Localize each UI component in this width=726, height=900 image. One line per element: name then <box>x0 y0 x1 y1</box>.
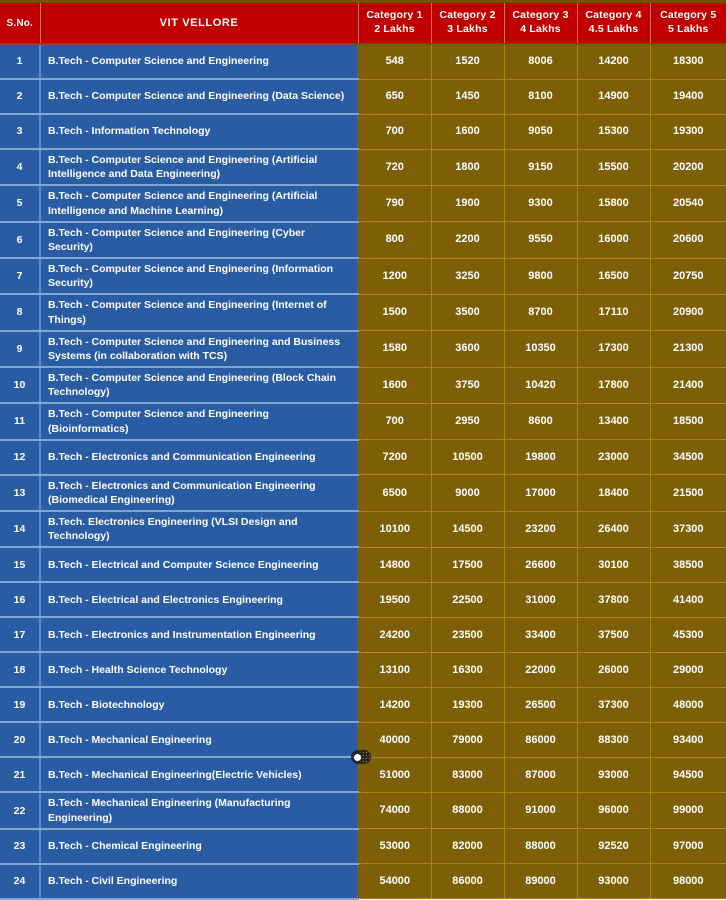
row-serial-number: 15 <box>0 547 40 582</box>
row-serial-number: 17 <box>0 617 40 652</box>
row-category-1-fee: 74000 <box>358 792 431 828</box>
category-5-amount: 5 Lakhs <box>667 23 709 35</box>
table-row[interactable] <box>0 792 726 828</box>
row-category-3-fee: 19800 <box>504 440 577 475</box>
row-serial-number: 6 <box>0 222 40 258</box>
row-category-5-fee: 18500 <box>650 403 726 439</box>
row-category-4-fee: 30100 <box>577 547 650 582</box>
row-programme-name: B.Tech - Mechanical Engineering(Electric Vehicles) <box>40 757 358 792</box>
row-programme-name: B.Tech - Computer Science and Engineering (Internet of Things) <box>40 294 358 330</box>
table-row[interactable] <box>0 44 726 79</box>
row-category-3-fee: 8006 <box>504 44 577 79</box>
column-header-category-4[interactable] <box>577 2 650 45</box>
row-programme-name: B.Tech - Computer Science and Engineering (Artificial Intelligence and Data Engineering) <box>40 149 358 185</box>
table-row[interactable] <box>0 79 726 114</box>
row-category-1-fee: 548 <box>358 44 431 79</box>
row-serial-number: 23 <box>0 829 40 864</box>
row-category-4-fee: 14900 <box>577 79 650 114</box>
row-category-2-fee: 14500 <box>431 511 504 547</box>
category-1-amount: 2 Lakhs <box>374 23 415 35</box>
row-category-4-fee: 88300 <box>577 722 650 757</box>
table-row[interactable] <box>0 440 726 475</box>
row-serial-number: 14 <box>0 511 40 547</box>
row-category-1-fee: 6500 <box>358 475 431 511</box>
table-row[interactable] <box>0 722 726 757</box>
row-category-1-fee: 1600 <box>358 367 431 403</box>
row-category-4-fee: 17300 <box>577 331 650 367</box>
row-category-2-fee: 23500 <box>431 617 504 652</box>
row-category-5-fee: 21500 <box>650 475 726 511</box>
row-category-2-fee: 88000 <box>431 792 504 828</box>
table-row[interactable] <box>0 652 726 687</box>
category-2-title: Category 2 <box>439 9 496 22</box>
row-serial-number: 4 <box>0 149 40 185</box>
category-5-title: Category 5 <box>660 9 717 22</box>
row-category-1-fee: 24200 <box>358 617 431 652</box>
row-category-2-fee: 83000 <box>431 757 504 792</box>
row-serial-number: 3 <box>0 114 40 149</box>
table-row[interactable] <box>0 475 726 511</box>
row-category-5-fee: 99000 <box>650 792 726 828</box>
row-category-3-fee: 26500 <box>504 687 577 722</box>
row-category-2-fee: 82000 <box>431 829 504 864</box>
row-category-5-fee: 38500 <box>650 547 726 582</box>
row-category-4-fee: 15500 <box>577 149 650 185</box>
row-serial-number: 13 <box>0 475 40 511</box>
row-category-3-fee: 22000 <box>504 652 577 687</box>
row-category-5-fee: 18300 <box>650 44 726 79</box>
row-category-3-fee: 33400 <box>504 617 577 652</box>
row-category-1-fee: 7200 <box>358 440 431 475</box>
row-serial-number: 20 <box>0 722 40 757</box>
row-programme-name: B.Tech - Health Science Technology <box>40 652 358 687</box>
row-category-2-fee: 3600 <box>431 331 504 367</box>
row-category-1-fee: 700 <box>358 403 431 439</box>
row-category-4-fee: 13400 <box>577 403 650 439</box>
row-category-5-fee: 19300 <box>650 114 726 149</box>
row-category-3-fee: 8600 <box>504 403 577 439</box>
row-category-1-fee: 40000 <box>358 722 431 757</box>
row-programme-name: B.Tech - Computer Science and Engineering (Block Chain Technology) <box>40 367 358 403</box>
row-category-1-fee: 1580 <box>358 331 431 367</box>
row-category-4-fee: 37300 <box>577 687 650 722</box>
row-serial-number: 1 <box>0 44 40 79</box>
row-category-2-fee: 17500 <box>431 547 504 582</box>
row-category-5-fee: 98000 <box>650 864 726 899</box>
table-row[interactable] <box>0 687 726 722</box>
row-category-5-fee: 19400 <box>650 79 726 114</box>
row-category-2-fee: 2200 <box>431 222 504 258</box>
row-category-2-fee: 86000 <box>431 864 504 899</box>
row-category-3-fee: 10420 <box>504 367 577 403</box>
row-category-1-fee: 1500 <box>358 294 431 330</box>
table-row[interactable] <box>0 582 726 617</box>
category-4-title: Category 4 <box>585 9 642 22</box>
row-category-5-fee: 20200 <box>650 149 726 185</box>
row-category-3-fee: 8700 <box>504 294 577 330</box>
row-category-3-fee: 9300 <box>504 185 577 221</box>
row-category-3-fee: 87000 <box>504 757 577 792</box>
row-serial-number: 22 <box>0 792 40 828</box>
row-category-4-fee: 26400 <box>577 511 650 547</box>
row-category-3-fee: 88000 <box>504 829 577 864</box>
table-row[interactable] <box>0 185 726 221</box>
row-category-2-fee: 3750 <box>431 367 504 403</box>
row-category-3-fee: 9800 <box>504 258 577 294</box>
row-category-5-fee: 94500 <box>650 757 726 792</box>
row-category-1-fee: 800 <box>358 222 431 258</box>
row-serial-number: 12 <box>0 440 40 475</box>
row-programme-name: B.Tech - Computer Science and Engineering <box>40 44 358 79</box>
row-programme-name: B.Tech - Computer Science and Engineering (Bioinformatics) <box>40 403 358 439</box>
row-category-5-fee: 37300 <box>650 511 726 547</box>
row-category-5-fee: 20540 <box>650 185 726 221</box>
row-programme-name: B.Tech - Civil Engineering <box>40 864 358 899</box>
row-category-4-fee: 37500 <box>577 617 650 652</box>
column-header-institution[interactable]: VIT VELLORE <box>40 2 358 45</box>
row-programme-name: B.Tech. Electronics Engineering (VLSI Design and Technology) <box>40 511 358 547</box>
table-row[interactable] <box>0 294 726 330</box>
row-category-2-fee: 3250 <box>431 258 504 294</box>
row-category-4-fee: 17800 <box>577 367 650 403</box>
row-category-3-fee: 10350 <box>504 331 577 367</box>
row-category-5-fee: 34500 <box>650 440 726 475</box>
category-1-title: Category 1 <box>366 9 423 22</box>
row-category-5-fee: 93400 <box>650 722 726 757</box>
table-row[interactable] <box>0 403 726 439</box>
table-header <box>0 2 726 45</box>
row-category-1-fee: 14200 <box>358 687 431 722</box>
table-row[interactable] <box>0 222 726 258</box>
row-category-2-fee: 2950 <box>431 403 504 439</box>
row-category-2-fee: 1600 <box>431 114 504 149</box>
row-category-3-fee: 26600 <box>504 547 577 582</box>
table-row[interactable] <box>0 149 726 185</box>
row-category-3-fee: 23200 <box>504 511 577 547</box>
row-category-1-fee: 10100 <box>358 511 431 547</box>
row-serial-number: 7 <box>0 258 40 294</box>
table-row[interactable] <box>0 511 726 547</box>
column-header-category-3[interactable] <box>504 2 577 45</box>
row-category-2-fee: 10500 <box>431 440 504 475</box>
row-category-2-fee: 1900 <box>431 185 504 221</box>
row-category-2-fee: 1520 <box>431 44 504 79</box>
row-category-4-fee: 15300 <box>577 114 650 149</box>
table-row[interactable] <box>0 864 726 899</box>
table-body <box>0 44 726 899</box>
row-category-2-fee: 1450 <box>431 79 504 114</box>
row-category-5-fee: 20600 <box>650 222 726 258</box>
row-category-1-fee: 19500 <box>358 582 431 617</box>
row-programme-name: B.Tech - Computer Science and Engineering (Data Science) <box>40 79 358 114</box>
row-category-1-fee: 13100 <box>358 652 431 687</box>
row-category-3-fee: 9150 <box>504 149 577 185</box>
row-programme-name: B.Tech - Mechanical Engineering (Manufacturing Engineering) <box>40 792 358 828</box>
table-row[interactable] <box>0 757 726 792</box>
row-category-1-fee: 14800 <box>358 547 431 582</box>
row-category-5-fee: 21400 <box>650 367 726 403</box>
category-2-amount: 3 Lakhs <box>447 23 488 35</box>
row-serial-number: 16 <box>0 582 40 617</box>
row-category-3-fee: 91000 <box>504 792 577 828</box>
row-category-1-fee: 700 <box>358 114 431 149</box>
row-category-3-fee: 86000 <box>504 722 577 757</box>
row-category-1-fee: 790 <box>358 185 431 221</box>
row-programme-name: B.Tech - Chemical Engineering <box>40 829 358 864</box>
row-category-2-fee: 3500 <box>431 294 504 330</box>
row-category-2-fee: 22500 <box>431 582 504 617</box>
row-category-5-fee: 20750 <box>650 258 726 294</box>
column-header-category-5[interactable] <box>650 2 726 45</box>
row-category-5-fee: 41400 <box>650 582 726 617</box>
row-serial-number: 11 <box>0 403 40 439</box>
row-category-5-fee: 97000 <box>650 829 726 864</box>
row-programme-name: B.Tech - Information Technology <box>40 114 358 149</box>
row-category-3-fee: 31000 <box>504 582 577 617</box>
row-programme-name: B.Tech - Electronics and Communication Engineering <box>40 440 358 475</box>
row-category-4-fee: 92520 <box>577 829 650 864</box>
header-row <box>0 2 726 45</box>
row-category-4-fee: 96000 <box>577 792 650 828</box>
category-3-title: Category 3 <box>512 9 569 22</box>
row-category-5-fee: 20900 <box>650 294 726 330</box>
row-serial-number: 10 <box>0 367 40 403</box>
row-category-2-fee: 19300 <box>431 687 504 722</box>
row-programme-name: B.Tech - Electrical and Electronics Engineering <box>40 582 358 617</box>
table-row[interactable] <box>0 547 726 582</box>
row-category-5-fee: 29000 <box>650 652 726 687</box>
row-category-5-fee: 45300 <box>650 617 726 652</box>
row-category-5-fee: 48000 <box>650 687 726 722</box>
row-serial-number: 24 <box>0 864 40 899</box>
table-row[interactable] <box>0 829 726 864</box>
row-category-1-fee: 51000 <box>358 757 431 792</box>
row-category-1-fee: 53000 <box>358 829 431 864</box>
row-category-4-fee: 93000 <box>577 864 650 899</box>
row-programme-name: B.Tech - Computer Science and Engineering (Artificial Intelligence and Machine Learning) <box>40 185 358 221</box>
row-programme-name: B.Tech - Biotechnology <box>40 687 358 722</box>
row-category-3-fee: 17000 <box>504 475 577 511</box>
category-4-amount: 4.5 Lakhs <box>588 23 639 35</box>
row-serial-number: 9 <box>0 331 40 367</box>
table-row[interactable] <box>0 617 726 652</box>
row-category-3-fee: 9550 <box>504 222 577 258</box>
row-category-2-fee: 9000 <box>431 475 504 511</box>
row-programme-name: B.Tech - Computer Science and Engineering (Cyber Security) <box>40 222 358 258</box>
row-programme-name: B.Tech - Electrical and Computer Science Engineering <box>40 547 358 582</box>
row-serial-number: 21 <box>0 757 40 792</box>
row-category-4-fee: 17110 <box>577 294 650 330</box>
row-programme-name: B.Tech - Computer Science and Engineering (Information Security) <box>40 258 358 294</box>
table-row[interactable] <box>0 367 726 403</box>
row-programme-name: B.Tech - Electronics and Instrumentation Engineering <box>40 617 358 652</box>
row-category-4-fee: 93000 <box>577 757 650 792</box>
row-category-2-fee: 79000 <box>431 722 504 757</box>
row-category-3-fee: 9050 <box>504 114 577 149</box>
row-category-4-fee: 15800 <box>577 185 650 221</box>
table-row[interactable] <box>0 258 726 294</box>
row-programme-name: B.Tech - Computer Science and Engineering and Business Systems (in collaboration with TCS) <box>40 331 358 367</box>
table-row[interactable] <box>0 331 726 367</box>
row-category-5-fee: 21300 <box>650 331 726 367</box>
row-serial-number: 5 <box>0 185 40 221</box>
row-category-3-fee: 8100 <box>504 79 577 114</box>
column-header-category-2[interactable] <box>431 2 504 45</box>
row-category-4-fee: 26000 <box>577 652 650 687</box>
row-category-4-fee: 23000 <box>577 440 650 475</box>
row-category-2-fee: 16300 <box>431 652 504 687</box>
row-category-3-fee: 89000 <box>504 864 577 899</box>
row-category-1-fee: 1200 <box>358 258 431 294</box>
row-programme-name: B.Tech - Electronics and Communication Engineering (Biomedical Engineering) <box>40 475 358 511</box>
row-serial-number: 2 <box>0 79 40 114</box>
category-3-amount: 4 Lakhs <box>520 23 561 35</box>
row-category-1-fee: 720 <box>358 149 431 185</box>
row-category-2-fee: 1800 <box>431 149 504 185</box>
row-category-4-fee: 18400 <box>577 475 650 511</box>
row-category-4-fee: 16500 <box>577 258 650 294</box>
row-category-1-fee: 54000 <box>358 864 431 899</box>
row-serial-number: 8 <box>0 294 40 330</box>
table-row[interactable] <box>0 114 726 149</box>
row-serial-number: 19 <box>0 687 40 722</box>
column-header-category-1[interactable] <box>358 2 431 45</box>
row-programme-name: B.Tech - Mechanical Engineering <box>40 722 358 757</box>
row-category-1-fee: 650 <box>358 79 431 114</box>
row-serial-number: 18 <box>0 652 40 687</box>
row-category-4-fee: 16000 <box>577 222 650 258</box>
column-header-sno[interactable]: S.No. <box>0 2 40 45</box>
row-category-4-fee: 14200 <box>577 44 650 79</box>
row-category-4-fee: 37800 <box>577 582 650 617</box>
